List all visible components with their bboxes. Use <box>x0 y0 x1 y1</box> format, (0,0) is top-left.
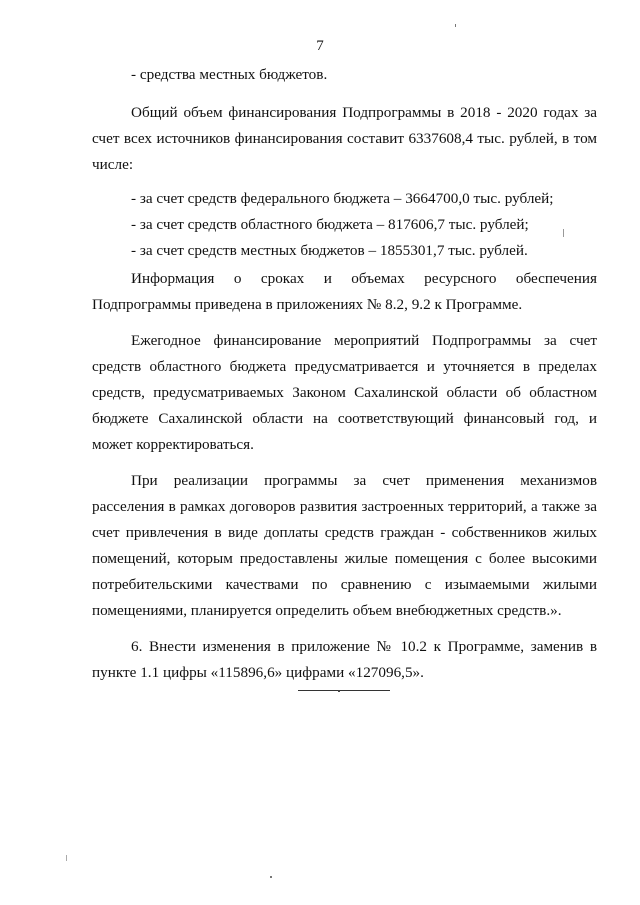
paragraph-federal-budget: - за счет средств федерального бюджета – 3664700,0 тыс. рублей; <box>131 190 554 207</box>
document-body <box>92 62 597 686</box>
paragraph-total-financing: Общий объем финансирования Подпрограммы в 2018 - 2020 годах за счет всех источников финансирования составит 6337608,4 тыс. рублей, в том числе: <box>92 104 597 173</box>
scan-speck <box>455 24 456 27</box>
page-number: 7 <box>316 38 324 54</box>
scan-speck <box>563 229 564 237</box>
paragraph-resource-info: Информация о сроках и объемах ресурсного обеспечения Подпрограммы приведена в приложениях № 8.2, 9.2 к Программе. <box>92 270 597 313</box>
closing-separator-line <box>298 690 390 691</box>
scan-speck <box>270 876 272 878</box>
paragraph-program-implementation: При реализации программы за счет применения механизмов расселения в рамках договоров развития застроенных территорий, а также за счет привлечения в виде доплаты средств граждан - собственников жилых помещений, которым предоставлены жилые помещения с более высокими потребительскими качествами по сравнению с изымаемыми жилыми помещениями, планируется определить объем внебюджетных средств.». <box>92 472 597 619</box>
scan-speck <box>66 855 67 861</box>
paragraph-amendment-6: 6. Внести изменения в приложение № 10.2 к Программе, заменив в пункте 1.1 цифры «115896,6» цифрами «127096,5». <box>92 638 597 681</box>
scan-speck <box>338 690 340 692</box>
paragraph-local-budgets-intro: - средства местных бюджетов. <box>131 66 328 83</box>
paragraph-annual-financing: Ежегодное финансирование мероприятий Подпрограммы за счет средств областного бюджета предусматривается и уточняется в пределах средств, предусматриваемых Законом Сахалинской области об областном бюджете Сахалинской области на соответствующий финансовый год, и может корректироваться. <box>92 332 597 453</box>
paragraph-regional-budget: - за счет средств областного бюджета – 817606,7 тыс. рублей; <box>131 216 529 233</box>
paragraph-local-budget-amount: - за счет средств местных бюджетов – 1855301,7 тыс. рублей. <box>131 242 528 259</box>
